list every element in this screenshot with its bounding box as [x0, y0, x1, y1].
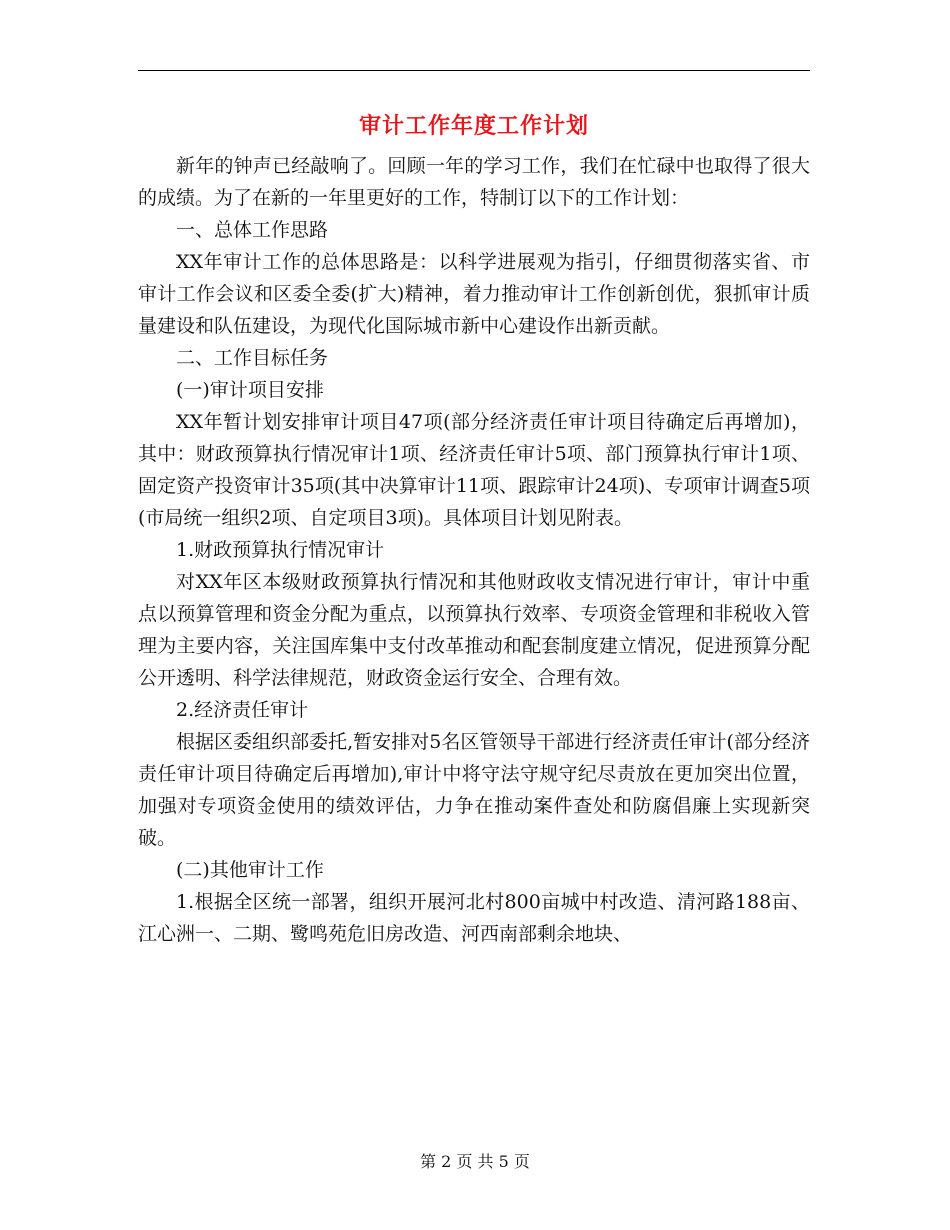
page-number: 第 2 页 共 5 页 — [420, 1152, 530, 1171]
document-title: 审计工作年度工作计划 — [358, 113, 589, 139]
heading-work-targets: 二、工作目标任务 — [176, 347, 329, 369]
document-body — [138, 150, 810, 950]
subheading-budget-audit: 1.财政预算执行情况审计 — [176, 539, 385, 561]
subheading-economic-audit: 2.经济责任审计 — [176, 699, 309, 721]
heading-overall-approach: 一、总体工作思路 — [176, 219, 329, 241]
paragraph-budget-audit: 对XX年区本级财政预算执行情况和其他财政收支情况进行审计，审计中重点以预算管理和资金分配为重点，以预算执行效率、专项资金管理和非税收入管理为主要内容，关注国库集中支付改革推动和配套制度建立情况，促进预算分配公开透明、科学法律规范，财政资金运行安全、合理有效。 — [138, 571, 810, 689]
subheading-other-audit: (二)其他审计工作 — [176, 859, 324, 881]
paragraph-economic-audit: 根据区委组织部委托,暂安排对5名区管领导干部进行经济责任审计(部分经济责任审计项目待确定后再增加),审计中将守法守规守纪尽责放在更加突出位置，加强对专项资金使用的绩效评估，力争在推动案件查处和防腐倡廉上实现新突破。 — [138, 731, 810, 849]
paragraph-overall-approach: XX年审计工作的总体思路是：以科学进展观为指引，仔细贯彻落实省、市审计工作会议和区委全委(扩大)精神，着力推动审计工作创新创优，狠抓审计质量建设和队伍建设，为现代化国际城市新中心建设作出新贡献。 — [138, 251, 810, 337]
paragraph-other-audit: 1.根据全区统一部署，组织开展河北村800亩城中村改造、清河路188亩、江心洲一、二期、鹭鸣苑危旧房改造、河西南部剩余地块、 — [138, 891, 810, 945]
subheading-audit-projects: (一)审计项目安排 — [176, 379, 324, 401]
paragraph-intro: 新年的钟声已经敲响了。回顾一年的学习工作，我们在忙碌中也取得了很大的成绩。为了在新的一年里更好的工作，特制订以下的工作计划： — [138, 155, 810, 209]
header-rule — [138, 70, 810, 71]
paragraph-audit-projects: XX年暂计划安排审计项目47项(部分经济责任审计项目待确定后再增加)，其中：财政预算执行情况审计1项、经济责任审计5项、部门预算执行审计1项、固定资产投资审计35项(其中决算审计11项、跟踪审计24项)、专项审计调查5项(市局统一组织2项、自定项目3项)。具体项目计划见附表。 — [138, 411, 810, 529]
